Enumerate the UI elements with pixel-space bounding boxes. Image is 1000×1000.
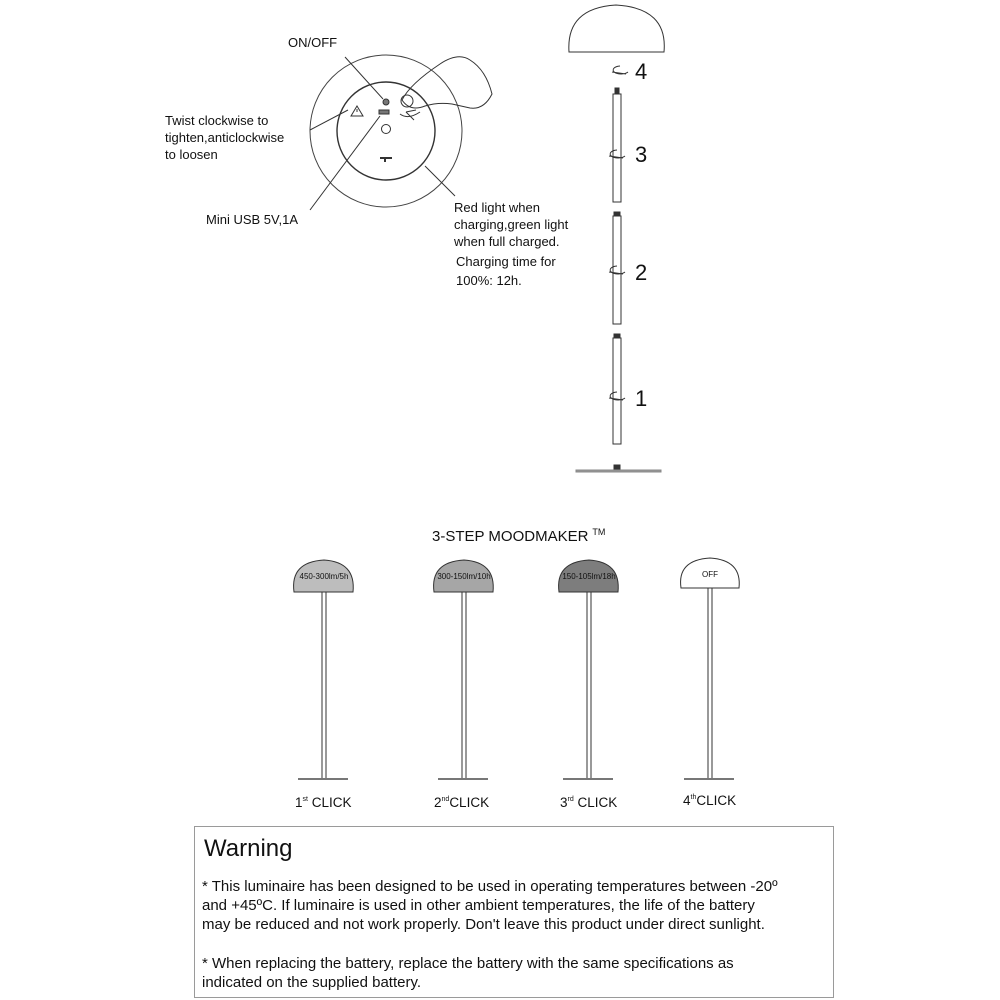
charge-info-line4: Charging time for [456, 254, 556, 269]
warning-line: and +45ºC. If luminaire is used in other ambient temperatures, the life of the battery [202, 897, 755, 914]
usb-port-icon [379, 110, 389, 114]
shade-label-off: OFF [702, 570, 718, 579]
click-number: 2 [434, 795, 442, 810]
warning-title: Warning [204, 835, 293, 862]
click-label-4 [683, 793, 736, 808]
shade-label-step-1: 450-300lm/5h [299, 572, 349, 581]
warning-line: indicated on the supplied battery. [202, 974, 422, 991]
twist-instruction-line3: to loosen [165, 147, 218, 162]
click-label-3 [560, 795, 617, 810]
moodmaker-title [432, 527, 605, 545]
base-plate [576, 470, 661, 472]
twist-arrow-icon [609, 266, 625, 274]
on-off-button-icon [383, 99, 389, 105]
lamp-step-2 [434, 560, 494, 779]
twist-arrow-icon [609, 392, 625, 400]
twist-instruction-line1: Twist clockwise to [165, 113, 269, 128]
charge-info-line3: when full charged. [454, 234, 560, 249]
warning-line: may be reduced and not work properly. Don't leave this product under direct sunlight. [202, 916, 765, 933]
lamp-step-3 [559, 560, 619, 779]
warning-line: * This luminaire has been designed to be used in operating temperatures between -20º [202, 878, 778, 895]
assembly-step-2: 2 [635, 260, 648, 285]
ordinal-suffix: rd [567, 796, 574, 803]
charge-info-line5: 100%: 12h. [456, 273, 522, 288]
twist-instruction-line2: tighten,anticlockwise [165, 130, 285, 145]
moodmaker-title-text: 3-STEP MOODMAKER [432, 528, 589, 545]
click-number: 4 [683, 793, 691, 808]
assembly-step-1: 1 [635, 386, 648, 411]
control-base-diagram [310, 55, 492, 210]
pole-segment-2 [613, 216, 621, 324]
charge-info-line2: charging,green light [454, 217, 569, 232]
ordinal-suffix: nd [441, 796, 450, 803]
click-word: CLICK [449, 795, 490, 810]
usb-label: Mini USB 5V,1A [206, 212, 299, 227]
trademark-symbol: TM [592, 527, 606, 537]
click-word: CLICK [573, 795, 618, 810]
assembly-step-3: 3 [635, 142, 648, 167]
click-number: 1 [295, 795, 303, 810]
click-word: CLICK [696, 793, 737, 808]
click-label-1 [295, 795, 351, 810]
warning-paragraph-1 [202, 877, 830, 934]
hand-press-icon [400, 57, 492, 120]
warning-line: * When replacing the battery, replace the battery with the same specifications as [202, 955, 734, 972]
warning-box [194, 826, 834, 998]
assembly-diagram [569, 5, 664, 472]
click-number: 3 [560, 795, 568, 810]
pole-segment-3 [613, 94, 621, 202]
click-label-2 [434, 795, 489, 810]
moodmaker-lamps [294, 558, 740, 779]
on-off-label: ON/OFF [288, 35, 338, 50]
ordinal-suffix: st [302, 796, 308, 803]
click-word: CLICK [307, 795, 352, 810]
lamp-step-1 [294, 560, 354, 779]
warning-paragraph-2 [202, 954, 830, 992]
shade-label-step-3: 150-105lm/18h [562, 572, 616, 581]
pole-segment-1 [613, 338, 621, 444]
lamp-off [681, 558, 740, 779]
ordinal-suffix: th [690, 794, 697, 801]
twist-arrow-icon [609, 150, 625, 158]
led-indicator-icon [382, 125, 391, 134]
shade-label-step-2: 300-150lm/10h [437, 572, 491, 581]
assembly-step-4: 4 [635, 59, 648, 84]
twist-arrow-icon [612, 66, 628, 74]
lamp-shade-top [569, 5, 664, 52]
charge-info-line1: Red light when [454, 200, 540, 215]
